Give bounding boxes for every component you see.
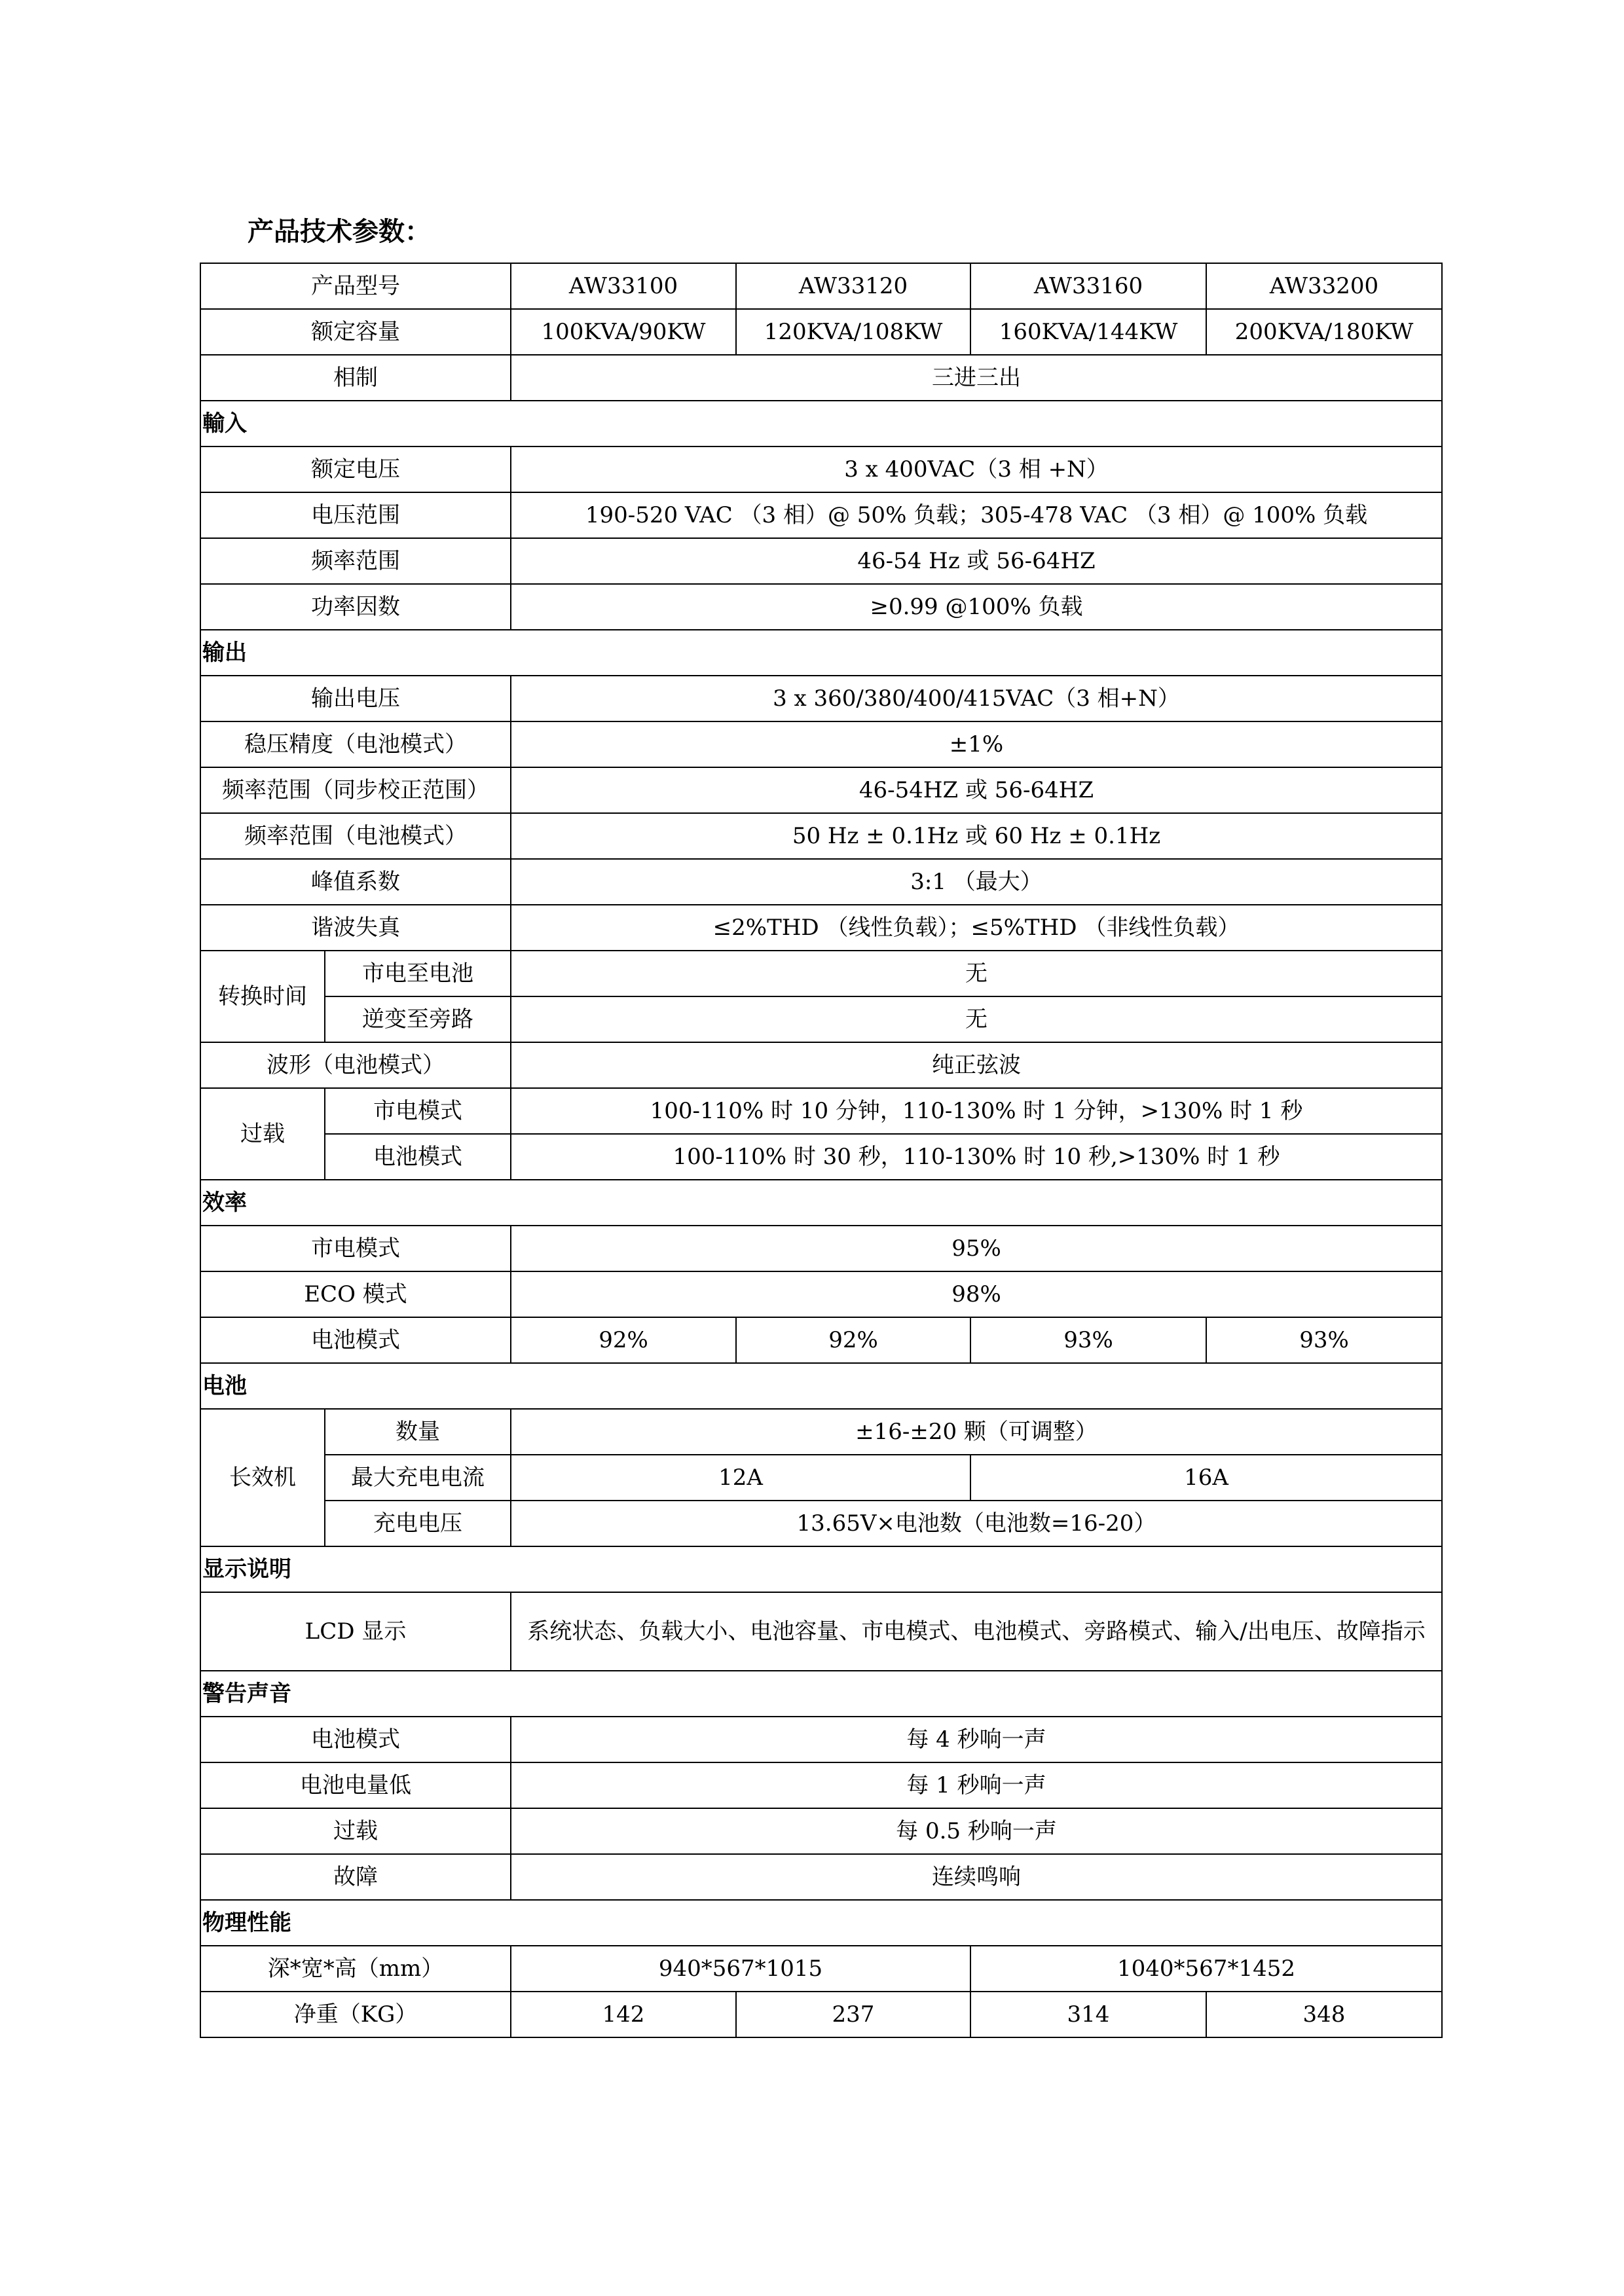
table-row <box>200 1808 1442 1854</box>
table-row <box>200 355 1442 401</box>
table-row <box>200 492 1442 538</box>
row-label: 频率范围（同步校正范围） <box>200 767 511 813</box>
table-row <box>200 859 1442 905</box>
weight-cell: 348 <box>1206 1992 1442 2037</box>
group-label: 长效机 <box>200 1409 325 1546</box>
row-label: 相制 <box>200 355 511 401</box>
row-value: 纯正弦波 <box>511 1042 1442 1088</box>
table-row <box>200 905 1442 951</box>
row-label: 最大充电电流 <box>325 1455 511 1501</box>
row-value: 46-54HZ 或 56-64HZ <box>511 767 1442 813</box>
efficiency-cell: 92% <box>736 1317 970 1363</box>
table-row <box>200 1042 1442 1088</box>
row-label: 过载 <box>200 1808 511 1854</box>
section-row <box>200 1900 1442 1946</box>
row-label: 逆变至旁路 <box>325 996 511 1042</box>
row-label: 频率范围 <box>200 538 511 584</box>
row-label: ECO 模式 <box>200 1271 511 1317</box>
table-row <box>200 951 1442 996</box>
table-row <box>200 1501 1442 1546</box>
table-row <box>200 1455 1442 1501</box>
capacity-cell: 160KVA/144KW <box>970 309 1206 355</box>
page-title: 产品技术参数： <box>248 217 431 247</box>
section-row <box>200 1363 1442 1409</box>
table-row <box>200 813 1442 859</box>
row-label: 稳压精度（电池模式） <box>200 721 511 767</box>
section-title-input: 輸入 <box>200 401 1442 446</box>
row-label: 充电电压 <box>325 1501 511 1546</box>
row-label: 额定电压 <box>200 446 511 492</box>
table-row <box>200 1088 1442 1134</box>
row-value: ≤2%THD （线性负载）；≤5%THD （非线性负载） <box>511 905 1442 951</box>
section-row <box>200 1180 1442 1226</box>
charge-current-cell: 16A <box>970 1455 1442 1501</box>
row-value: 190-520 VAC （3 相）@ 50% 负载；305-478 VAC （3 相）@ 100% 负载 <box>511 492 1442 538</box>
row-value: 无 <box>511 996 1442 1042</box>
row-label: 市电模式 <box>200 1226 511 1271</box>
section-title-output: 输出 <box>200 630 1442 676</box>
row-value: 每 4 秒响一声 <box>511 1717 1442 1762</box>
row-value: 100-110% 时 10 分钟，110-130% 时 1 分钟，>130% 时 1 秒 <box>511 1088 1442 1134</box>
dimension-cell: 940*567*1015 <box>511 1946 970 1992</box>
table-row <box>200 1762 1442 1808</box>
row-value: 13.65V×电池数（电池数=16-20） <box>511 1501 1442 1546</box>
row-value: ±16-±20 颗（可调整） <box>511 1409 1442 1455</box>
spec-table <box>200 263 1443 2038</box>
row-label: 输出电压 <box>200 676 511 721</box>
row-value: 50 Hz ± 0.1Hz 或 60 Hz ± 0.1Hz <box>511 813 1442 859</box>
row-value: ±1% <box>511 721 1442 767</box>
table-row <box>200 1592 1442 1671</box>
efficiency-cell: 93% <box>1206 1317 1442 1363</box>
row-label: 电池模式 <box>200 1317 511 1363</box>
table-row <box>200 263 1442 309</box>
section-row <box>200 401 1442 446</box>
weight-cell: 142 <box>511 1992 736 2037</box>
capacity-cell: 120KVA/108KW <box>736 309 970 355</box>
row-label: LCD 显示 <box>200 1592 511 1671</box>
row-label: 峰值系数 <box>200 859 511 905</box>
row-value: 每 0.5 秒响一声 <box>511 1808 1442 1854</box>
table-row <box>200 1317 1442 1363</box>
row-label: 电压范围 <box>200 492 511 538</box>
table-row <box>200 767 1442 813</box>
row-value: 每 1 秒响一声 <box>511 1762 1442 1808</box>
row-label: 电池模式 <box>200 1717 511 1762</box>
row-label: 产品型号 <box>200 263 511 309</box>
table-row <box>200 1717 1442 1762</box>
model-cell: AW33120 <box>736 263 970 309</box>
section-title-battery: 电池 <box>200 1363 1442 1409</box>
table-row <box>200 996 1442 1042</box>
row-label: 功率因数 <box>200 584 511 630</box>
row-label: 频率范围（电池模式） <box>200 813 511 859</box>
model-cell: AW33160 <box>970 263 1206 309</box>
table-row <box>200 309 1442 355</box>
row-label: 市电模式 <box>325 1088 511 1134</box>
section-title-physical: 物理性能 <box>200 1900 1442 1946</box>
row-value: 3:1 （最大） <box>511 859 1442 905</box>
table-row <box>200 1271 1442 1317</box>
row-label: 故障 <box>200 1854 511 1900</box>
row-label: 电池电量低 <box>200 1762 511 1808</box>
row-label: 波形（电池模式） <box>200 1042 511 1088</box>
efficiency-cell: 92% <box>511 1317 736 1363</box>
section-title-efficiency: 效率 <box>200 1180 1442 1226</box>
table-row <box>200 721 1442 767</box>
row-value: 95% <box>511 1226 1442 1271</box>
row-value: ≥0.99 @100% 负载 <box>511 584 1442 630</box>
row-label: 额定容量 <box>200 309 511 355</box>
dimension-cell: 1040*567*1452 <box>970 1946 1442 1992</box>
group-label: 过载 <box>200 1088 325 1180</box>
charge-current-cell: 12A <box>511 1455 970 1501</box>
capacity-cell: 100KVA/90KW <box>511 309 736 355</box>
efficiency-cell: 93% <box>970 1317 1206 1363</box>
weight-cell: 237 <box>736 1992 970 2037</box>
weight-cell: 314 <box>970 1992 1206 2037</box>
table-row <box>200 676 1442 721</box>
table-row <box>200 1946 1442 1992</box>
row-label: 市电至电池 <box>325 951 511 996</box>
row-value: 三进三出 <box>511 355 1442 401</box>
row-label: 净重（KG） <box>200 1992 511 2037</box>
model-cell: AW33100 <box>511 263 736 309</box>
table-row <box>200 446 1442 492</box>
row-value: 3 x 400VAC（3 相 +N） <box>511 446 1442 492</box>
table-row <box>200 1134 1442 1180</box>
row-value: 46-54 Hz 或 56-64HZ <box>511 538 1442 584</box>
section-title-alarm: 警告声音 <box>200 1671 1442 1717</box>
row-label: 电池模式 <box>325 1134 511 1180</box>
model-cell: AW33200 <box>1206 263 1442 309</box>
section-row <box>200 1546 1442 1592</box>
group-label: 转换时间 <box>200 951 325 1042</box>
section-row <box>200 1671 1442 1717</box>
row-value: 系统状态、负载大小、电池容量、市电模式、电池模式、旁路模式、输入/出电压、故障指示 <box>511 1592 1442 1671</box>
table-row <box>200 1854 1442 1900</box>
section-row <box>200 630 1442 676</box>
row-value: 100-110% 时 30 秒，110-130% 时 10 秒,>130% 时 1 秒 <box>511 1134 1442 1180</box>
table-row <box>200 1226 1442 1271</box>
capacity-cell: 200KVA/180KW <box>1206 309 1442 355</box>
row-label: 深*宽*高（mm） <box>200 1946 511 1992</box>
row-value: 98% <box>511 1271 1442 1317</box>
table-row <box>200 584 1442 630</box>
table-row <box>200 1409 1442 1455</box>
row-label: 数量 <box>325 1409 511 1455</box>
row-label: 谐波失真 <box>200 905 511 951</box>
section-title-display: 显示说明 <box>200 1546 1442 1592</box>
row-value: 连续鸣响 <box>511 1854 1442 1900</box>
table-row <box>200 1992 1442 2037</box>
row-value: 3 x 360/380/400/415VAC（3 相+N） <box>511 676 1442 721</box>
row-value: 无 <box>511 951 1442 996</box>
table-row <box>200 538 1442 584</box>
